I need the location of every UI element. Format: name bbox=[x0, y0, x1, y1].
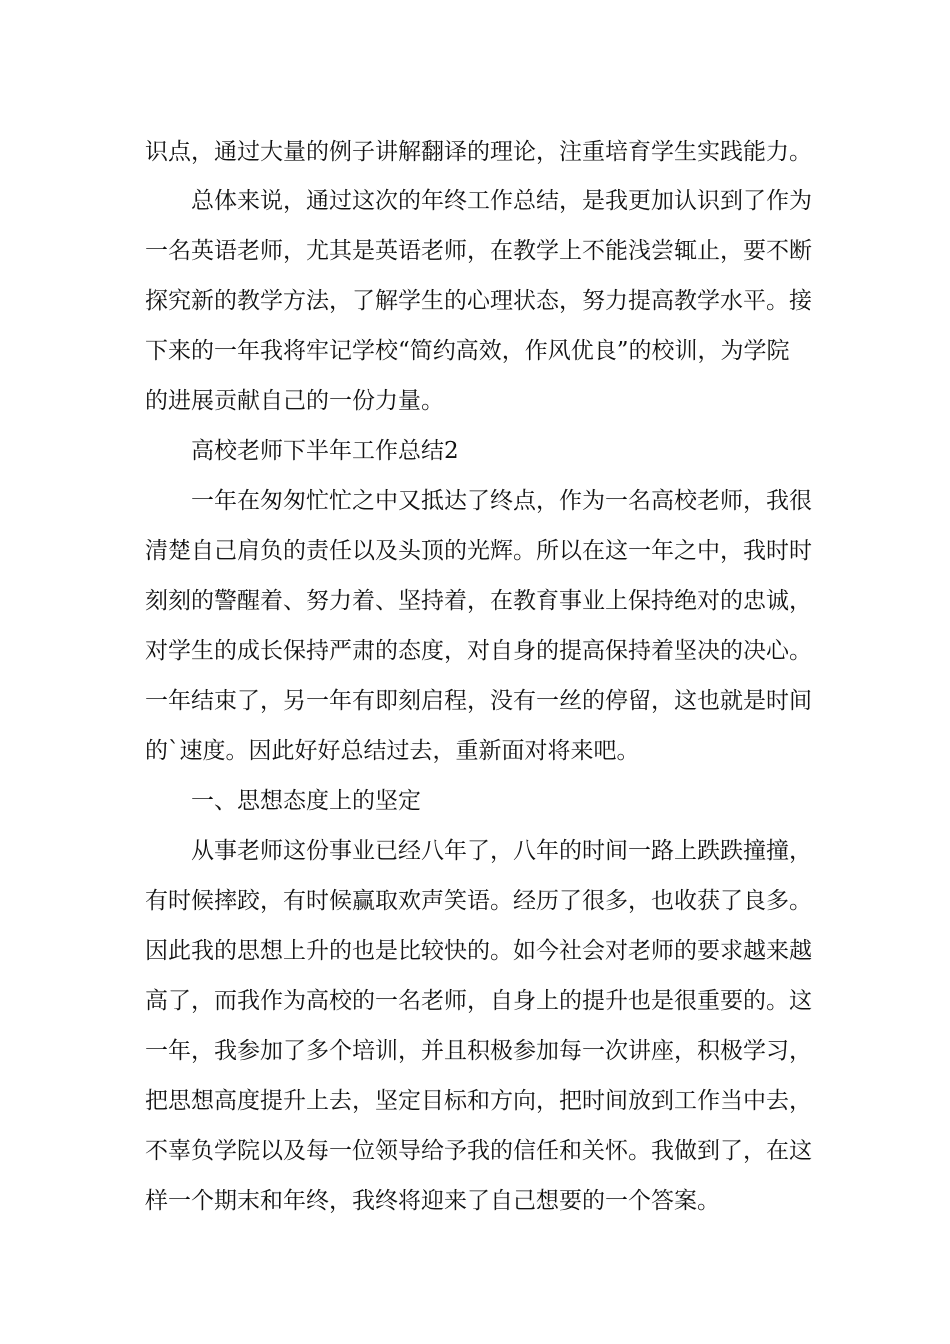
text-line: 的`速度。因此好好总结过去，重新面对将来吧。 bbox=[145, 738, 640, 764]
paragraph-first-line: 从事老师这份事业已经八年了，八年的时间一路上跌跌撞撞， bbox=[191, 838, 812, 864]
text-line: 一年，我参加了多个培训，并且积极参加每一次讲座，积极学习， bbox=[145, 1038, 812, 1064]
text-line: 的进展贡献自己的一份力量。 bbox=[145, 388, 444, 414]
text-line: 一年结束了，另一年有即刻启程，没有一丝的停留，这也就是时间 bbox=[145, 688, 812, 714]
text-line: 不辜负学院以及每一位领导给予我的信任和关怀。我做到了，在这 bbox=[145, 1138, 812, 1164]
text-line: 因此我的思想上升的也是比较快的。如今社会对老师的要求越来越 bbox=[145, 938, 812, 964]
text-line: 对学生的成长保持严肃的态度，对自身的提高保持着坚决的决心。 bbox=[145, 638, 812, 664]
section-heading: 高校老师下半年工作总结2 bbox=[191, 438, 459, 464]
text-line: 下来的一年我将牢记学校“简约高效，作风优良”的校训，为学院 bbox=[145, 338, 790, 364]
text-line: 把思想高度提升上去，坚定目标和方向，把时间放到工作当中去， bbox=[145, 1088, 812, 1114]
text-line: 识点，通过大量的例子讲解翻译的理论，注重培育学生实践能力。 bbox=[145, 139, 812, 165]
text-line: 探究新的教学方法，了解学生的心理状态，努力提高教学水平。接 bbox=[145, 288, 812, 314]
text-line: 一名英语老师，尤其是英语老师，在教学上不能浅尝辄止，要不断 bbox=[145, 238, 812, 264]
text-line: 有时候摔跤，有时候赢取欢声笑语。经历了很多，也收获了良多。 bbox=[145, 888, 812, 914]
text-line: 高了，而我作为高校的一名老师，自身上的提升也是很重要的。这 bbox=[145, 988, 812, 1014]
paragraph-first-line: 总体来说，通过这次的年终工作总结，是我更加认识到了作为 bbox=[191, 188, 812, 214]
subsection-heading: 一、思想态度上的坚定 bbox=[191, 788, 421, 814]
text-line: 刻刻的警醒着、努力着、坚持着，在教育事业上保持绝对的忠诚， bbox=[145, 588, 812, 614]
text-line: 样一个期末和年终，我终将迎来了自己想要的一个答案。 bbox=[145, 1188, 720, 1214]
text-line: 清楚自己肩负的责任以及头顶的光辉。所以在这一年之中，我时时 bbox=[145, 538, 812, 564]
paragraph-first-line: 一年在匆匆忙忙之中又抵达了终点，作为一名高校老师，我很 bbox=[191, 488, 812, 514]
